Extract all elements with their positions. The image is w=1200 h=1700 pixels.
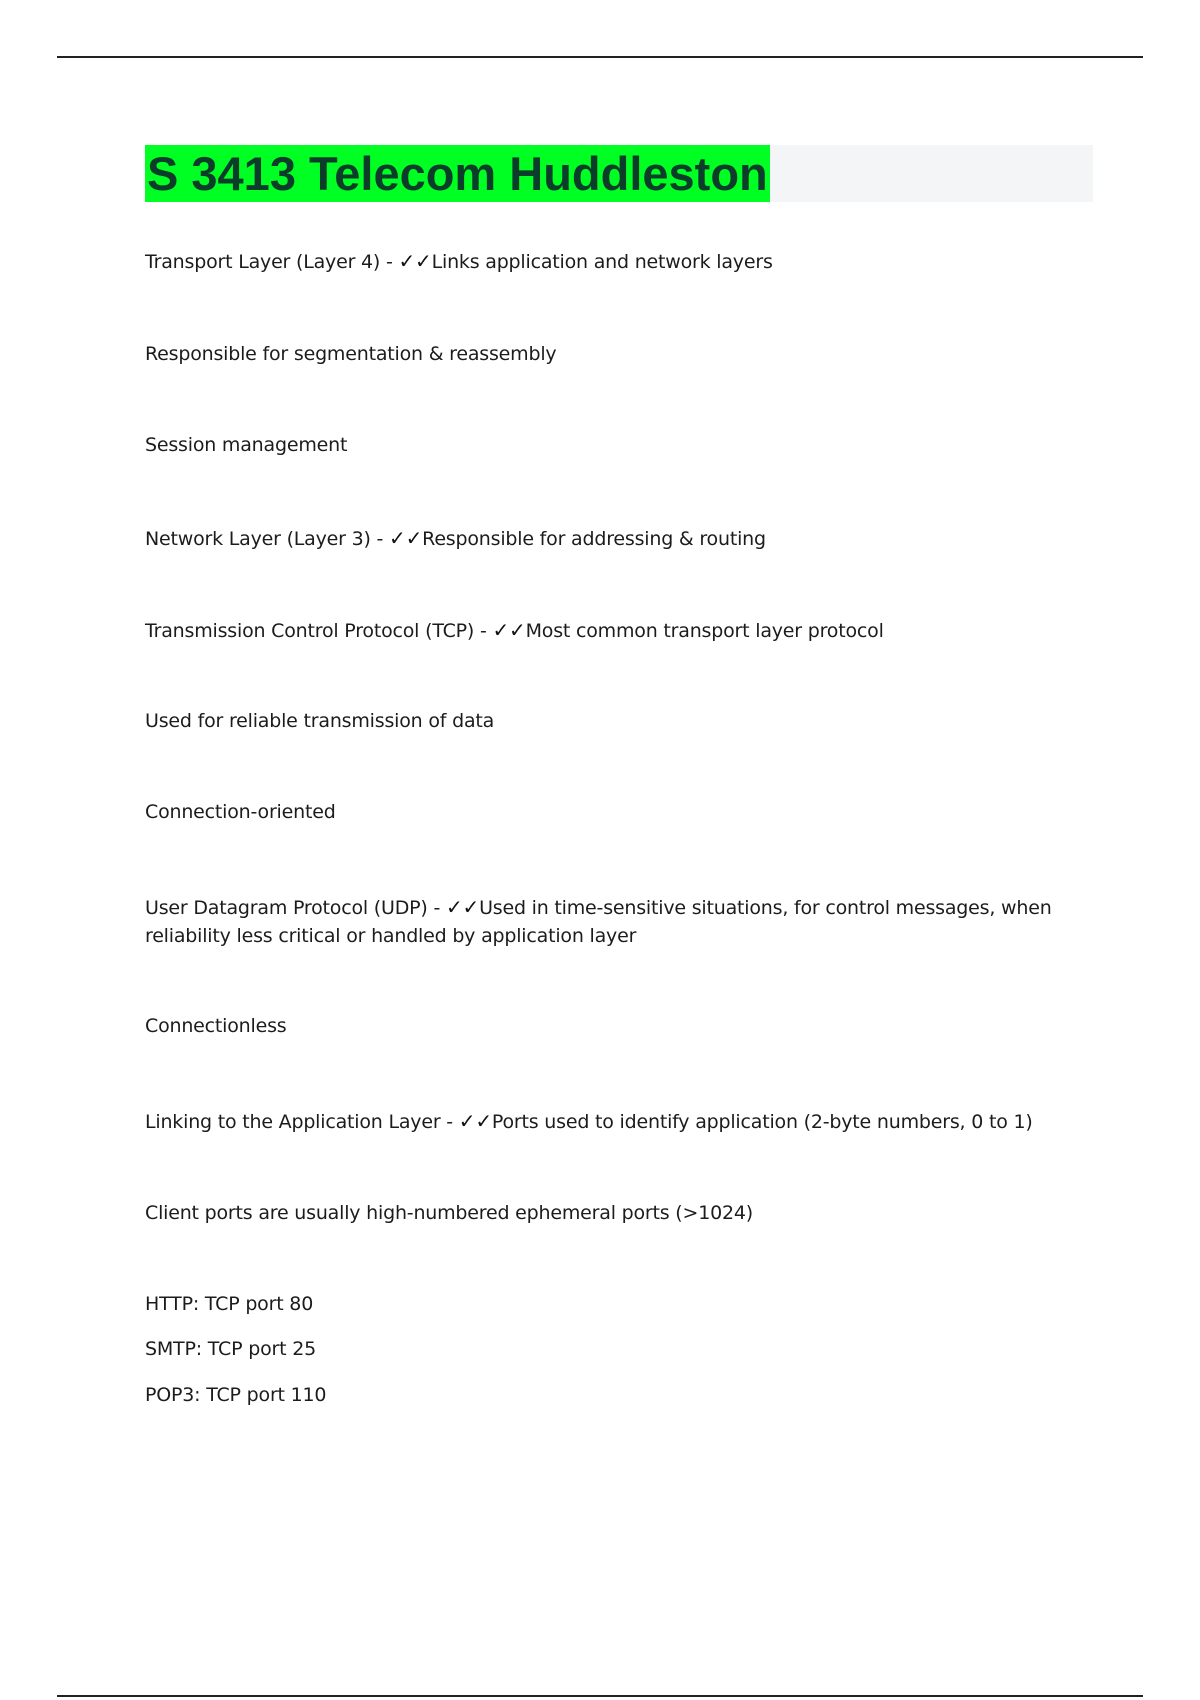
entry-term: Linking to the Application Layer - [145, 1111, 459, 1133]
entry-session-management [145, 431, 1085, 459]
entry-segmentation [145, 340, 1085, 368]
double-check-icon: ✓✓ [389, 526, 423, 550]
entry-text: SMTP: TCP port 25 [145, 1338, 316, 1360]
entry-connectionless [145, 1012, 1085, 1040]
double-check-icon: ✓✓ [445, 895, 480, 919]
header-rule [57, 56, 1143, 58]
footer-rule [57, 1695, 1143, 1697]
entry-definition: Ports used to identify application (2-byte numbers, 0 to 1) [491, 1111, 1033, 1133]
entry-http-port [145, 1290, 1085, 1318]
entry-term: Transport Layer (Layer 4) - [145, 251, 399, 273]
entry-network-layer [145, 524, 1085, 553]
entry-definition: Responsible for addressing & routing [422, 528, 766, 550]
entry-text: Session management [145, 434, 348, 456]
entry-text: Client ports are usually high-numbered ephemeral ports (>1024) [145, 1202, 754, 1224]
entry-transport-layer [145, 247, 1085, 276]
entry-definition: Used in time-sensitive situations, for control messages, when reliability less critical or handled by application layer [145, 897, 1052, 947]
entry-tcp [145, 616, 1085, 645]
entry-text: POP3: TCP port 110 [145, 1384, 327, 1406]
entry-connection-oriented [145, 798, 1085, 826]
entry-client-ports [145, 1199, 1085, 1227]
double-check-icon: ✓✓ [458, 1109, 492, 1133]
entry-udp [145, 893, 1085, 950]
entry-term: Network Layer (Layer 3) - [145, 528, 390, 550]
double-check-icon: ✓✓ [398, 249, 432, 273]
document-title: S 3413 Telecom Huddleston [147, 147, 768, 200]
entry-text: Responsible for segmentation & reassembly [145, 343, 557, 365]
entry-term: Transmission Control Protocol (TCP) - [145, 620, 493, 642]
entry-application-layer [145, 1107, 1085, 1136]
entry-text: Used for reliable transmission of data [145, 710, 495, 732]
entry-term: User Datagram Protocol (UDP) - [145, 897, 446, 919]
entry-definition: Links application and network layers [431, 251, 773, 273]
entry-smtp-port [145, 1335, 1085, 1363]
entry-definition: Most common transport layer protocol [525, 620, 884, 642]
entry-reliable-transmission [145, 707, 1085, 735]
entry-text: Connectionless [145, 1015, 287, 1037]
entry-text: Connection-oriented [145, 801, 336, 823]
entry-text: HTTP: TCP port 80 [145, 1293, 314, 1315]
double-check-icon: ✓✓ [492, 618, 526, 642]
entry-pop3-port [145, 1381, 1085, 1409]
